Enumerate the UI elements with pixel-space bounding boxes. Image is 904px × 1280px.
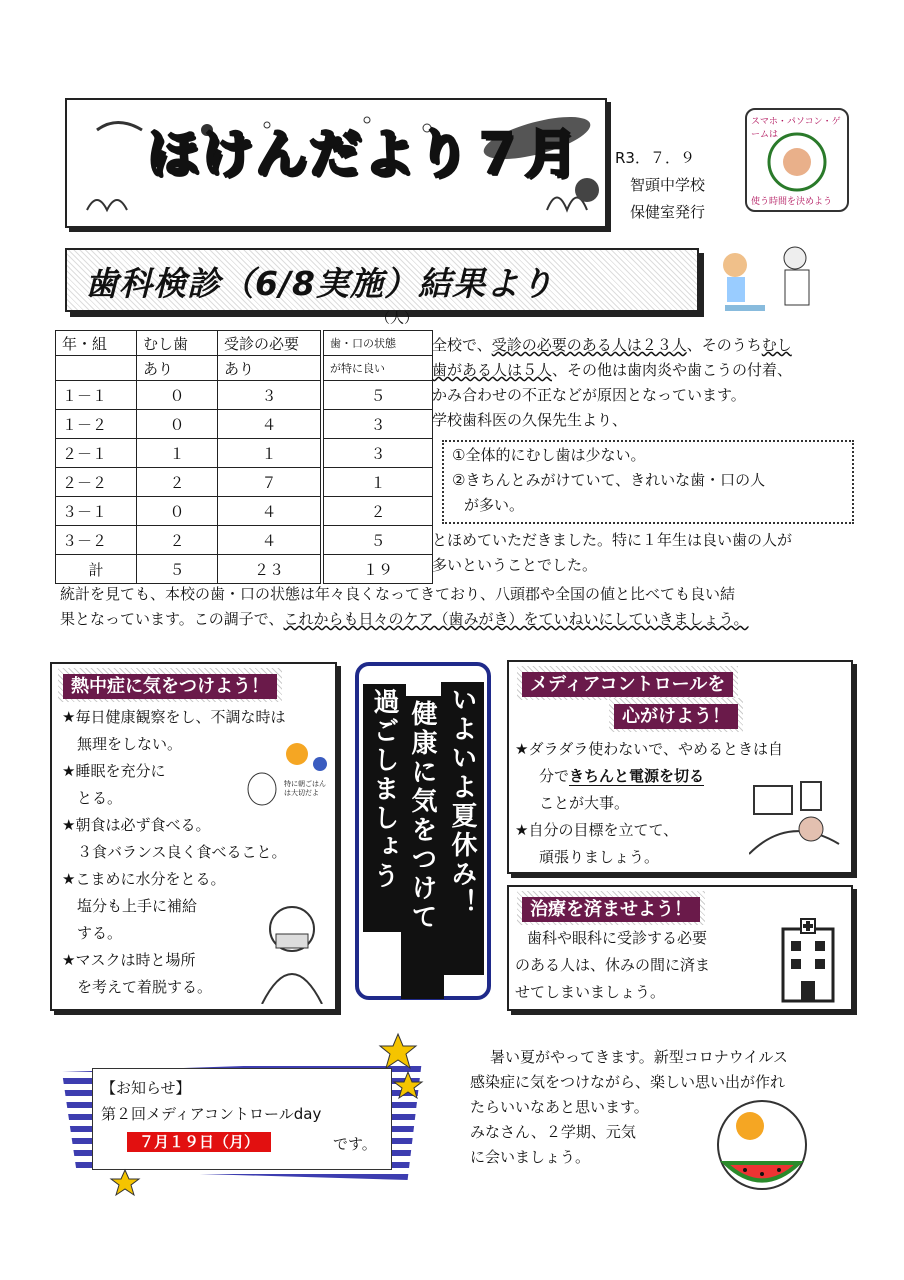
col-header2-class bbox=[56, 356, 137, 381]
notice-line: 第２回メディアコントロールday bbox=[101, 1105, 322, 1123]
media-title-wrap-2 bbox=[609, 698, 743, 732]
table-row bbox=[56, 439, 433, 468]
list-item: ★マスクは時と場所 bbox=[62, 951, 196, 969]
cell: １－１ bbox=[56, 381, 137, 410]
list-item: を考えて着脱する。 bbox=[62, 978, 213, 996]
text: 学校歯科医の久保先生より、 bbox=[432, 411, 628, 429]
text: むし bbox=[761, 336, 792, 354]
section-title: 歯科検診（6/8実施）結果より bbox=[85, 264, 554, 303]
results-summary bbox=[60, 582, 860, 632]
table-row bbox=[56, 410, 433, 439]
dentist-comments bbox=[452, 443, 847, 518]
cell: ４ bbox=[218, 526, 323, 555]
text: たらいいなあと思います。 bbox=[470, 1098, 649, 1116]
cell: １９ bbox=[322, 555, 433, 584]
cell: ２－１ bbox=[56, 439, 137, 468]
text: みなさん、２学期、元気 bbox=[470, 1123, 636, 1141]
text: 多いということでした。 bbox=[432, 556, 598, 574]
treatment-text bbox=[515, 925, 765, 1006]
text: のある人は、休みの間に済ま bbox=[515, 956, 711, 974]
list-item: ★朝食は必ず食べる。 bbox=[62, 816, 211, 834]
list-item: ことが大事。 bbox=[539, 794, 630, 812]
text: かみ合わせの不正などが原因となっています。 bbox=[432, 386, 746, 404]
cell: ２ bbox=[137, 526, 218, 555]
summer-watermelon-illustration bbox=[715, 1098, 810, 1193]
list-item: 無理をしない。 bbox=[62, 735, 183, 753]
cell: ０ bbox=[137, 497, 218, 526]
text: ②きちんとみがけていて、きれいな歯・口の人 bbox=[452, 471, 766, 489]
list-item: ★睡眠を充分に bbox=[62, 762, 166, 780]
cell: ３ bbox=[322, 439, 433, 468]
results-text-2 bbox=[432, 528, 872, 578]
media-title-wrap bbox=[517, 666, 738, 700]
treatment-title: 治療を済ませよう！ bbox=[522, 897, 700, 922]
cell: ０ bbox=[137, 381, 218, 410]
notice-date: ７月１９日（月） bbox=[127, 1132, 271, 1152]
list-item: ★毎日健康観察をし、不調な時は bbox=[62, 708, 286, 726]
notice-suffix: です。 bbox=[333, 1135, 377, 1153]
cell: ２－２ bbox=[56, 468, 137, 497]
issue-date: R3．７．９ bbox=[615, 149, 695, 167]
cell: ３－２ bbox=[56, 526, 137, 555]
cell: １ bbox=[322, 468, 433, 497]
text: 受診の必要のある人は２３人 bbox=[491, 336, 687, 354]
badge-top-text: スマホ・パソコン・ゲームは bbox=[751, 117, 841, 140]
text: 、その他は歯肉炎や歯こうの付着、 bbox=[552, 361, 793, 379]
text: 暑い夏がやってきます。新型コロナウイルス bbox=[490, 1048, 788, 1066]
list-item: ３食バランス良く食べること。 bbox=[62, 843, 287, 861]
heatstroke-title: 熱中症に気をつけよう！ bbox=[63, 674, 277, 699]
title-banner bbox=[65, 98, 607, 228]
list-item: ★こまめに水分をとる。 bbox=[62, 870, 226, 888]
heatstroke-title-wrap bbox=[58, 668, 282, 702]
closing-text bbox=[470, 1045, 880, 1170]
treatment-box bbox=[507, 885, 853, 1011]
list-item: ★自分の目標を立てて、 bbox=[515, 821, 679, 839]
cell: ３－１ bbox=[56, 497, 137, 526]
media-title-2: 心がけよう！ bbox=[614, 704, 738, 729]
notice-label: 【お知らせ】 bbox=[101, 1079, 191, 1097]
col-header2-caries: あり bbox=[137, 356, 218, 381]
sleeping-with-devices-illustration bbox=[749, 774, 844, 859]
text: とほめていただきました。特に１年生は良い歯の人が bbox=[432, 531, 793, 549]
col-header-good: 歯・口の状態 bbox=[322, 331, 433, 356]
list-item: 塩分も上手に補給 bbox=[62, 897, 198, 915]
cell: １－２ bbox=[56, 410, 137, 439]
text: 果となっています。この調子で、 bbox=[60, 610, 284, 628]
cell: ０ bbox=[137, 410, 218, 439]
cell: ３ bbox=[218, 381, 323, 410]
cell: １ bbox=[218, 439, 323, 468]
cell: ５ bbox=[137, 555, 218, 584]
col-header-caries: むし歯 bbox=[137, 331, 218, 356]
text: に会いましょう。 bbox=[470, 1148, 591, 1166]
dentist-illustration bbox=[715, 240, 825, 330]
issuer: 保健室発行 bbox=[630, 203, 706, 221]
mask-person-illustration bbox=[252, 894, 332, 1004]
cell: ２ bbox=[322, 497, 433, 526]
text: 感染症に気をつけながら、楽しい思い出が作れ bbox=[470, 1073, 786, 1091]
text: 、そのうち bbox=[686, 336, 762, 354]
list-item: 頑張りましょう。 bbox=[539, 848, 660, 866]
breakfast-illustration bbox=[242, 734, 332, 814]
col-header-class: 年・組 bbox=[56, 331, 137, 356]
col-header2-good: が特に良い bbox=[322, 356, 433, 381]
results-text bbox=[432, 333, 872, 433]
media-title-1: メディアコントロールを bbox=[522, 672, 733, 697]
text: 全校で、 bbox=[432, 336, 492, 354]
text: が多い。 bbox=[464, 496, 525, 514]
table-row bbox=[56, 468, 433, 497]
text: ①全体的にむし歯は少ない。 bbox=[452, 446, 646, 464]
table-row bbox=[56, 526, 433, 555]
unit-label: （人） bbox=[376, 311, 418, 327]
table-row bbox=[56, 497, 433, 526]
hospital-icon bbox=[777, 917, 839, 1003]
text: これからも日々のケア（歯みがき）をていねいにしていきましょう。 bbox=[283, 610, 749, 628]
media-control-box bbox=[507, 660, 853, 874]
cell: 計 bbox=[56, 555, 137, 584]
star-icon bbox=[105, 1168, 145, 1198]
text: 統計を見ても、本校の歯・口の状態は年々良くなってきており、八頭郡や全国の値と比べても良い結 bbox=[60, 585, 736, 603]
list-item: ★ダラダラ使わないで、やめるときは自 bbox=[515, 740, 783, 758]
list-item: する。 bbox=[62, 924, 123, 942]
summer-message-col2: 健康に気をつけて bbox=[401, 696, 444, 999]
breakfast-note: 特に朝ごはんは大切だよ bbox=[284, 780, 326, 797]
list-item: とる。 bbox=[62, 789, 123, 807]
newsletter-title: ほけんだより７月 bbox=[147, 125, 580, 185]
treatment-title-wrap bbox=[517, 891, 705, 925]
text: せてしまいましょう。 bbox=[515, 983, 666, 1001]
cell: ２ bbox=[137, 468, 218, 497]
badge-bottom-text: 使う時間を決めよう bbox=[751, 197, 833, 207]
screen-time-badge bbox=[745, 108, 849, 212]
text: 歯がある人は５人 bbox=[432, 361, 553, 379]
table-row bbox=[56, 381, 433, 410]
notice-date-wrap bbox=[127, 1131, 271, 1152]
notice-box bbox=[92, 1068, 392, 1170]
col-header2-needs-visit: あり bbox=[218, 356, 323, 381]
cell: ４ bbox=[218, 410, 323, 439]
cell: ５ bbox=[322, 381, 433, 410]
summer-message-col3: 過ごしましょう bbox=[363, 684, 406, 932]
school-name: 智頭中学校 bbox=[630, 176, 706, 194]
cell: ５ bbox=[322, 526, 433, 555]
cell: ７ bbox=[218, 468, 323, 497]
cell: １ bbox=[137, 439, 218, 468]
col-header-needs-visit: 受診の必要 bbox=[218, 331, 323, 356]
cell: ３ bbox=[322, 410, 433, 439]
summer-message-col1: いよいよ夏休み！ bbox=[441, 682, 484, 975]
text: 歯科や眼科に受診する必要 bbox=[527, 929, 708, 947]
table-total-row bbox=[56, 555, 433, 584]
cell: ２３ bbox=[218, 555, 323, 584]
heatstroke-box bbox=[50, 662, 337, 1011]
summer-message-box bbox=[355, 662, 491, 1000]
text: 分で bbox=[539, 767, 570, 785]
cell: ４ bbox=[218, 497, 323, 526]
text: きちんと電源を切る bbox=[569, 767, 705, 785]
dental-results-table bbox=[55, 330, 433, 584]
